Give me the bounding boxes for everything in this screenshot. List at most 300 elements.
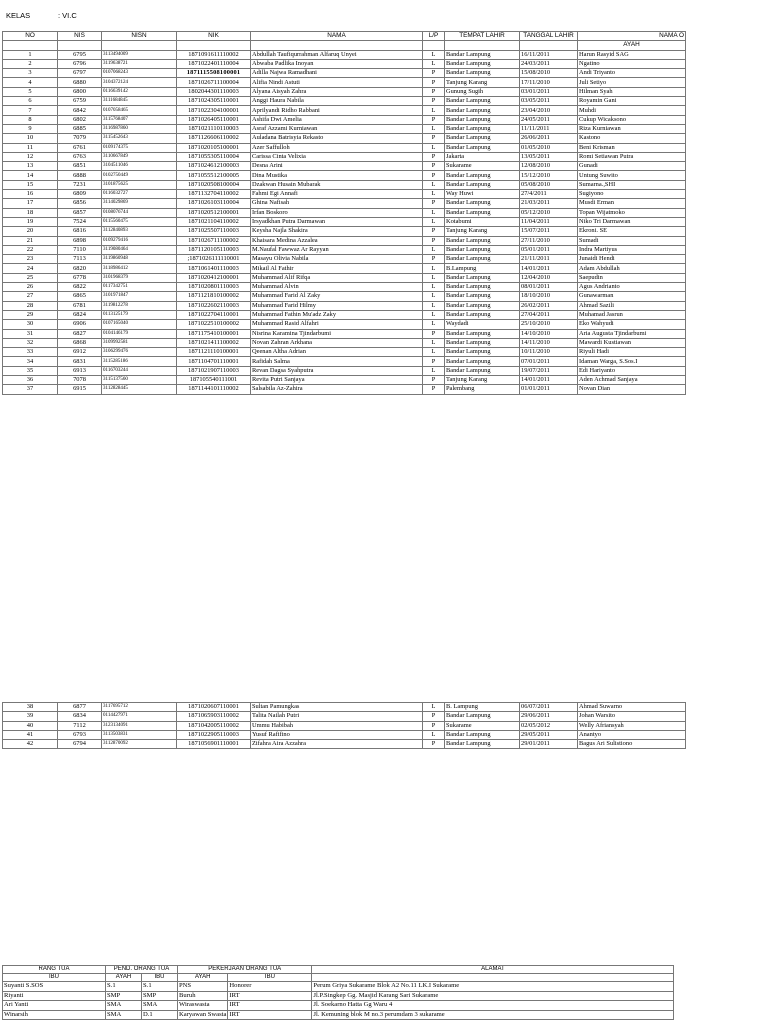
cell-lp: L xyxy=(423,106,445,115)
cell-nisn: 3115452643 xyxy=(102,134,177,143)
table-row xyxy=(3,69,686,78)
cell-tanggal-lahir: 02/05/2012 xyxy=(520,721,578,730)
cell-nis: 6761 xyxy=(58,143,102,152)
cell-nis: 7112 xyxy=(58,721,102,730)
cell-lp: P xyxy=(423,357,445,366)
cell-nama: Dzakwan Husain Mubarak xyxy=(251,180,423,189)
table-row xyxy=(3,740,686,749)
cell-tanggal-lahir: 25/10/2010 xyxy=(520,320,578,329)
cell-nama: Revita Putri Sanjaya xyxy=(251,375,423,384)
cell-nik: 1871025507110003 xyxy=(177,227,251,236)
cell-tempat-lahir: Bandar Lampung xyxy=(445,106,520,115)
cell-tanggal-lahir: 27/04/2011 xyxy=(520,310,578,319)
cell-nisn: 0107068243 xyxy=(102,69,177,78)
cell-nama: Talita Nailah Putri xyxy=(251,712,423,721)
cell-nisn: 3104372124 xyxy=(102,78,177,87)
cell-lp: L xyxy=(423,292,445,301)
cell-nisn: 0107058465 xyxy=(102,106,177,115)
cell-tanggal-lahir: 15/07/2011 xyxy=(520,227,578,236)
table-row xyxy=(3,721,686,730)
cell-tanggal-lahir: 23/04/2010 xyxy=(520,106,578,115)
cell-nis: 7078 xyxy=(58,375,102,384)
cell-nama: Keysha Najla Shakira xyxy=(251,227,423,236)
cell-no: 16 xyxy=(3,190,58,199)
cell-nisn: 3115768407 xyxy=(102,115,177,124)
cell-ayah: Junaidi Hendi xyxy=(578,255,686,264)
cell-tempat-lahir: Bandar Lampung xyxy=(445,59,520,68)
cell-nik: 1871021411100002 xyxy=(177,338,251,347)
cell-pend-ayah: SMA xyxy=(106,1001,142,1011)
cell-ayah: Untung Suwito xyxy=(578,171,686,180)
cell-tanggal-lahir: 06/07/2011 xyxy=(520,703,578,712)
cell-nisn: 3113494009 xyxy=(102,50,177,59)
cell-ayah: Andi Triyanto xyxy=(578,69,686,78)
cell-lp: P xyxy=(423,162,445,171)
table-row xyxy=(3,273,686,282)
subheader-blank xyxy=(423,41,445,50)
table-row xyxy=(3,50,686,59)
cell-ayah: Muhdi xyxy=(578,106,686,115)
cell-nisn: 3111684845 xyxy=(102,97,177,106)
cell-tempat-lahir: Bandar Lampung xyxy=(445,245,520,254)
cell-tempat-lahir: Bandar Lampung xyxy=(445,143,520,152)
cell-nis: 6781 xyxy=(58,301,102,310)
cell-lp: L xyxy=(423,245,445,254)
cell-kerja-ayah: Wiraswasta xyxy=(178,1001,228,1011)
cell-nama: Sultan Pamungkas xyxy=(251,703,423,712)
cell-no: 40 xyxy=(3,721,58,730)
cell-nis: 6898 xyxy=(58,236,102,245)
cell-ayah: Juli Setiyo xyxy=(578,78,686,87)
table-row xyxy=(3,264,686,273)
cell-nis: 6865 xyxy=(58,292,102,301)
cell-no: 12 xyxy=(3,152,58,161)
col-header-nama-orang-tua: NAMA O xyxy=(578,32,686,41)
cell-lp: P xyxy=(423,329,445,338)
cell-tanggal-lahir: 07/01/2011 xyxy=(520,357,578,366)
cell-ayah: Beni Krisman xyxy=(578,143,686,152)
table-row xyxy=(3,338,686,347)
cell-ayah: Welly Afriansyah xyxy=(578,721,686,730)
cell-nik: 1871022304100001 xyxy=(177,106,251,115)
cell-tempat-lahir: Kotabumi xyxy=(445,217,520,226)
cell-tempat-lahir: Bandar Lampung xyxy=(445,180,520,189)
cell-no: 18 xyxy=(3,208,58,217)
parents-subheader-row xyxy=(3,974,674,982)
cell-nis: 6794 xyxy=(58,740,102,749)
cell-no: 36 xyxy=(3,375,58,384)
cell-tanggal-lahir: 12/04/2010 xyxy=(520,273,578,282)
cell-nama: Fahmi Egi Annafi xyxy=(251,190,423,199)
cell-nama: Muhammad Alif Rifqa xyxy=(251,273,423,282)
cell-nisn: 0116032727 xyxy=(102,190,177,199)
cell-tempat-lahir: B. Lampung xyxy=(445,703,520,712)
cell-nik: 1871022602110003 xyxy=(177,301,251,310)
cell-no: 8 xyxy=(3,115,58,124)
cell-lp: P xyxy=(423,721,445,730)
cell-no: 22 xyxy=(3,245,58,254)
cell-nis: 6888 xyxy=(58,171,102,180)
cell-ayah: Aden Achmad Sanjaya xyxy=(578,375,686,384)
table-row xyxy=(3,78,686,87)
cell-nama: Azer Saffulloh xyxy=(251,143,423,152)
cell-nik: 1871021110110003 xyxy=(177,124,251,133)
cell-no: 4 xyxy=(3,78,58,87)
cell-nisn: 3101875625 xyxy=(102,180,177,189)
table-row xyxy=(3,1001,674,1011)
cell-lp: L xyxy=(423,124,445,133)
cell-pend-ibu: SMA xyxy=(142,1001,178,1011)
cell-nama: Ghina Nafisah xyxy=(251,199,423,208)
cell-no: 6 xyxy=(3,97,58,106)
cell-lp: L xyxy=(423,264,445,273)
cell-ayah: Agus Andrianto xyxy=(578,283,686,292)
cell-nik: 1871065903110002 xyxy=(177,712,251,721)
cell-ayah: Gunawarman xyxy=(578,292,686,301)
cell-nama: Salsabila Az-Zahira xyxy=(251,385,423,394)
cell-tanggal-lahir: 21/03/2011 xyxy=(520,199,578,208)
cell-lp: L xyxy=(423,190,445,199)
cell-nisn: 0113125179 xyxy=(102,310,177,319)
cell-nik: 1871121110100001 xyxy=(177,348,251,357)
cell-ayah: Gunadi xyxy=(578,162,686,171)
cell-tempat-lahir: Bandar Lampung xyxy=(445,740,520,749)
table-row xyxy=(3,152,686,161)
cell-nisn: 0109174375 xyxy=(102,143,177,152)
cell-kerja-ibu: Honorer xyxy=(228,982,312,992)
cell-tanggal-lahir: 18/10/2010 xyxy=(520,292,578,301)
cell-nisn: 3112840893 xyxy=(102,227,177,236)
col-header-pend-ibu: IBU xyxy=(142,974,178,982)
cell-tempat-lahir: Bandar Lampung xyxy=(445,69,520,78)
table-row xyxy=(3,87,686,96)
cell-tempat-lahir: Bandar Lampung xyxy=(445,310,520,319)
cell-nama-ibu: Suyanti S.SOS xyxy=(3,982,106,992)
cell-tempat-lahir: B.Lampung xyxy=(445,264,520,273)
table-row xyxy=(3,106,686,115)
cell-nik: 1871024612100003 xyxy=(177,162,251,171)
cell-nik: 1871020412100001 xyxy=(177,273,251,282)
cell-nis: 6796 xyxy=(58,59,102,68)
cell-nama: Rafidah Salma xyxy=(251,357,423,366)
cell-ayah: Johan Warsito xyxy=(578,712,686,721)
cell-nama: Aprilyandi Ridho Rabbani xyxy=(251,106,423,115)
cell-tempat-lahir: Tanjung Karang xyxy=(445,375,520,384)
cell-tanggal-lahir: 15/12/2010 xyxy=(520,171,578,180)
table-row xyxy=(3,375,686,384)
cell-no: 27 xyxy=(3,292,58,301)
cell-nis: 6880 xyxy=(58,78,102,87)
cell-kerja-ibu: IRT xyxy=(228,1001,312,1011)
cell-lp: L xyxy=(423,59,445,68)
table-row xyxy=(3,134,686,143)
cell-tempat-lahir: Sukarame xyxy=(445,721,520,730)
cell-nama: Muhammad Farid Al Zaky xyxy=(251,292,423,301)
table-row xyxy=(3,310,686,319)
cell-lp: P xyxy=(423,385,445,394)
cell-tempat-lahir: Bandar Lampung xyxy=(445,171,520,180)
cell-ayah: Aria Augusta Tjindarbumi xyxy=(578,329,686,338)
cell-pend-ibu: D.1 xyxy=(142,1010,178,1020)
cell-ayah: Saepudin xyxy=(578,273,686,282)
cell-tanggal-lahir: 11/11/2011 xyxy=(520,124,578,133)
subheader-blank xyxy=(445,41,520,50)
cell-nisn: 3106299476 xyxy=(102,348,177,357)
cell-tanggal-lahir: 05/08/2010 xyxy=(520,180,578,189)
cell-tempat-lahir: Waydadi xyxy=(445,320,520,329)
cell-nik: 1871020801110003 xyxy=(177,283,251,292)
cell-nis: 6816 xyxy=(58,227,102,236)
cell-lp: P xyxy=(423,255,445,264)
table-row xyxy=(3,366,686,375)
cell-lp: L xyxy=(423,338,445,347)
cell-tempat-lahir: Tanjung Karang xyxy=(445,227,520,236)
cell-nama: Qeenan Altha Adrian xyxy=(251,348,423,357)
cell-tanggal-lahir: 10/11/2010 xyxy=(520,348,578,357)
cell-ayah: Sumarna.,SHI xyxy=(578,180,686,189)
cell-nis: 6820 xyxy=(58,264,102,273)
table-subheader-row xyxy=(3,41,686,50)
cell-nama-ibu: Riyanti xyxy=(3,991,106,1001)
cell-nisn: 3112828445 xyxy=(102,385,177,394)
cell-lp: P xyxy=(423,740,445,749)
cell-alamat: Jl. Kemuning blok M no.3 perumdam 3 sukarame xyxy=(312,1010,674,1020)
cell-nis: 6797 xyxy=(58,69,102,78)
cell-ayah: Ahmad Sazili xyxy=(578,301,686,310)
cell-nik: 1871022905110003 xyxy=(177,730,251,739)
cell-tempat-lahir: Bandar Lampung xyxy=(445,255,520,264)
cell-nik: 1871026711100004 xyxy=(177,78,251,87)
cell-no: 37 xyxy=(3,385,58,394)
cell-nisn: 3101968379 xyxy=(102,273,177,282)
cell-nisn: 0109279416 xyxy=(102,236,177,245)
cell-no: 35 xyxy=(3,366,58,375)
cell-ayah: Kastono xyxy=(578,134,686,143)
cell-tempat-lahir: Bandar Lampung xyxy=(445,97,520,106)
cell-nisn: 3115137560 xyxy=(102,375,177,384)
cell-alamat: Jl.P.Singkep Gg. Masjid Karang Sari Sukarame xyxy=(312,991,674,1001)
table-row xyxy=(3,991,674,1001)
cell-nama: Adilla Najwa Ramadhani xyxy=(251,69,423,78)
cell-nik: 1871026103110004 xyxy=(177,199,251,208)
cell-pend-ayah: S.1 xyxy=(106,982,142,992)
cell-nisn: 0116703244 xyxy=(102,366,177,375)
cell-nama: Nisrina Karamina Tjindarbumi xyxy=(251,329,423,338)
cell-tempat-lahir: Sukarame xyxy=(445,162,520,171)
cell-nik: 1871055512100005 xyxy=(177,171,251,180)
cell-tempat-lahir: Gunung Sugih xyxy=(445,87,520,96)
cell-no: 41 xyxy=(3,730,58,739)
cell-lp: L xyxy=(423,50,445,59)
cell-tanggal-lahir: 27/11/2010 xyxy=(520,236,578,245)
cell-ayah: Royamin Gani xyxy=(578,97,686,106)
cell-nik: 1871132704110002 xyxy=(177,190,251,199)
cell-tempat-lahir: Bandar Lampung xyxy=(445,366,520,375)
cell-nisn: 3119812278 xyxy=(102,301,177,310)
cell-nama: Khaisara Medina Azzalea xyxy=(251,236,423,245)
cell-no: 7 xyxy=(3,106,58,115)
cell-ayah: Sugiyono xyxy=(578,190,686,199)
cell-tanggal-lahir: 12/08/2010 xyxy=(520,162,578,171)
cell-tempat-lahir: Bandar Lampung xyxy=(445,236,520,245)
cell-nis: 6877 xyxy=(58,703,102,712)
col-header-nik: NIK xyxy=(177,32,251,41)
cell-nama: Irfan Boskoro xyxy=(251,208,423,217)
cell-no: 9 xyxy=(3,124,58,133)
table-row xyxy=(3,227,686,236)
cell-nama: Muhammad Rasid Alfahri xyxy=(251,320,423,329)
cell-alamat: Perum Griya Sukarame Blok A2 No.11 LK.I Sukarame xyxy=(312,982,674,992)
cell-nis: 6809 xyxy=(58,190,102,199)
cell-nis: 6834 xyxy=(58,712,102,721)
cell-no: 26 xyxy=(3,283,58,292)
cell-lp: L xyxy=(423,208,445,217)
cell-nik: 1871104701110001 xyxy=(177,357,251,366)
cell-nama: Anggi Haura Nabila xyxy=(251,97,423,106)
cell-nik: ;1871026111110001 xyxy=(177,255,251,264)
cell-tanggal-lahir: 29/05/2011 xyxy=(520,730,578,739)
cell-tanggal-lahir: 16/11/2011 xyxy=(520,50,578,59)
cell-lp: L xyxy=(423,310,445,319)
cell-nik: 1871126606110002 xyxy=(177,134,251,143)
cell-nis: 6857 xyxy=(58,208,102,217)
cell-nik: 1871021907110003 xyxy=(177,366,251,375)
cell-ayah: Romi Setiawan Putra xyxy=(578,152,686,161)
cell-nisn: 0107165040 xyxy=(102,320,177,329)
cell-tanggal-lahir: 05/01/2011 xyxy=(520,245,578,254)
cell-ayah: Eko Wahyudi xyxy=(578,320,686,329)
cell-no: 28 xyxy=(3,301,58,310)
subheader-blank xyxy=(520,41,578,50)
cell-nis: 6831 xyxy=(58,357,102,366)
col-header-nisn: NISN xyxy=(102,32,177,41)
cell-ayah: Muhamad Jasrun xyxy=(578,310,686,319)
cell-nama: Carissa Cinta Velixia xyxy=(251,152,423,161)
cell-lp: P xyxy=(423,152,445,161)
cell-lp: P xyxy=(423,712,445,721)
cell-lp: P xyxy=(423,87,445,96)
cell-lp: L xyxy=(423,217,445,226)
cell-tempat-lahir: Bandar Lampung xyxy=(445,283,520,292)
table-row xyxy=(3,217,686,226)
table-row xyxy=(3,320,686,329)
cell-nik: 1871022401110004 xyxy=(177,59,251,68)
cell-lp: P xyxy=(423,69,445,78)
cell-nama: Ummu Habibah xyxy=(251,721,423,730)
cell-tempat-lahir: Palembang xyxy=(445,385,520,394)
cell-nisn: 3117695712 xyxy=(102,703,177,712)
cell-nik: 1871055305110004 xyxy=(177,152,251,161)
cell-nama: Alifia Nindi Astuti xyxy=(251,78,423,87)
cell-ayah: Riza Kurniawan xyxy=(578,124,686,133)
cell-ayah: Anantyo xyxy=(578,730,686,739)
table-row xyxy=(3,124,686,133)
col-header-tanggal-lahir: TANGGAL LAHIR xyxy=(520,32,578,41)
cell-no: 33 xyxy=(3,348,58,357)
cell-lp: L xyxy=(423,143,445,152)
table-row xyxy=(3,208,686,217)
cell-tempat-lahir: Bandar Lampung xyxy=(445,329,520,338)
table-row xyxy=(3,236,686,245)
parents-header-row xyxy=(3,966,674,974)
cell-no: 39 xyxy=(3,712,58,721)
cell-tempat-lahir: Tanjung Karang xyxy=(445,78,520,87)
cell-nama: Muhammad Farid Hilmy xyxy=(251,301,423,310)
cell-nik: 1871144101110002 xyxy=(177,385,251,394)
cell-nis: 6763 xyxy=(58,152,102,161)
cell-nisn: 3114029869 xyxy=(102,199,177,208)
cell-nis: 6827 xyxy=(58,329,102,338)
cell-kerja-ibu: IRT xyxy=(228,991,312,1001)
cell-tempat-lahir: Bandar Lampung xyxy=(445,357,520,366)
cell-nik: 1802044301110003 xyxy=(177,87,251,96)
cell-tanggal-lahir: 13/05/2011 xyxy=(520,152,578,161)
cell-nisn: 0117342751 xyxy=(102,283,177,292)
cell-nis: 6802 xyxy=(58,115,102,124)
cell-pend-ibu: S.1 xyxy=(142,982,178,992)
cell-tempat-lahir: Bandar Lampung xyxy=(445,301,520,310)
cell-no: 23 xyxy=(3,255,58,264)
cell-ayah: Ahmad Suwarno xyxy=(578,703,686,712)
col-header-ibu: IBU xyxy=(3,974,106,982)
cell-tempat-lahir: Bandar Lampung xyxy=(445,134,520,143)
cell-nama: M.Naufal Fawwaz Ar Rayyan xyxy=(251,245,423,254)
cell-nik: 1871022704110001 xyxy=(177,310,251,319)
cell-nis: 6912 xyxy=(58,348,102,357)
cell-nama: Auladana Batrisyia Rekasto xyxy=(251,134,423,143)
col-header-pend-ayah: AYAH xyxy=(106,974,142,982)
cell-lp: L xyxy=(423,273,445,282)
cell-lp: L xyxy=(423,320,445,329)
cell-nisn: 3112870092 xyxy=(102,740,177,749)
subheader-blank xyxy=(58,41,102,50)
cell-nama: Abwaba Padlika Inoyan xyxy=(251,59,423,68)
col-header-pekerjaan: PEKERJAAN ORANG TUA xyxy=(178,966,312,974)
cell-nama: Novan Zahran Arkhana xyxy=(251,338,423,347)
cell-tanggal-lahir: 21/11/2011 xyxy=(520,255,578,264)
cell-ayah: Ngatino xyxy=(578,59,686,68)
cell-tanggal-lahir: 26/06/2011 xyxy=(520,134,578,143)
table-row xyxy=(3,255,686,264)
cell-nisn: 3110667849 xyxy=(102,152,177,161)
cell-nama: Alyana Aisyah Zahra xyxy=(251,87,423,96)
cell-nis: 6793 xyxy=(58,730,102,739)
cell-no: 14 xyxy=(3,171,58,180)
cell-no: 30 xyxy=(3,320,58,329)
cell-ayah: Riyuli Hadi xyxy=(578,348,686,357)
cell-nik: 1871026711100002 xyxy=(177,236,251,245)
cell-tempat-lahir: Bandar Lampung xyxy=(445,115,520,124)
cell-nik: 1871121810100002 xyxy=(177,292,251,301)
cell-ayah: Musdi Erman xyxy=(578,199,686,208)
cell-nik: 1871115508100001 xyxy=(177,69,251,78)
cell-tempat-lahir: Bandar Lampung xyxy=(445,208,520,217)
cell-nik: 187105540111001 xyxy=(177,375,251,384)
cell-ayah: Harun Rasyid SAG xyxy=(578,50,686,59)
cell-lp: P xyxy=(423,97,445,106)
cell-no: 34 xyxy=(3,357,58,366)
cell-pend-ayah: SMA xyxy=(106,1010,142,1020)
cell-tanggal-lahir: 05/12/2010 xyxy=(520,208,578,217)
cell-nis: 6800 xyxy=(58,87,102,96)
cell-no: 38 xyxy=(3,703,58,712)
cell-tanggal-lahir: 29/01/2011 xyxy=(520,740,578,749)
kelas-value: : VI.C xyxy=(58,11,77,20)
cell-ayah: Adam Abdullah xyxy=(578,264,686,273)
cell-ayah: Indra Martiyus xyxy=(578,245,686,254)
cell-lp: L xyxy=(423,301,445,310)
cell-lp: P xyxy=(423,134,445,143)
